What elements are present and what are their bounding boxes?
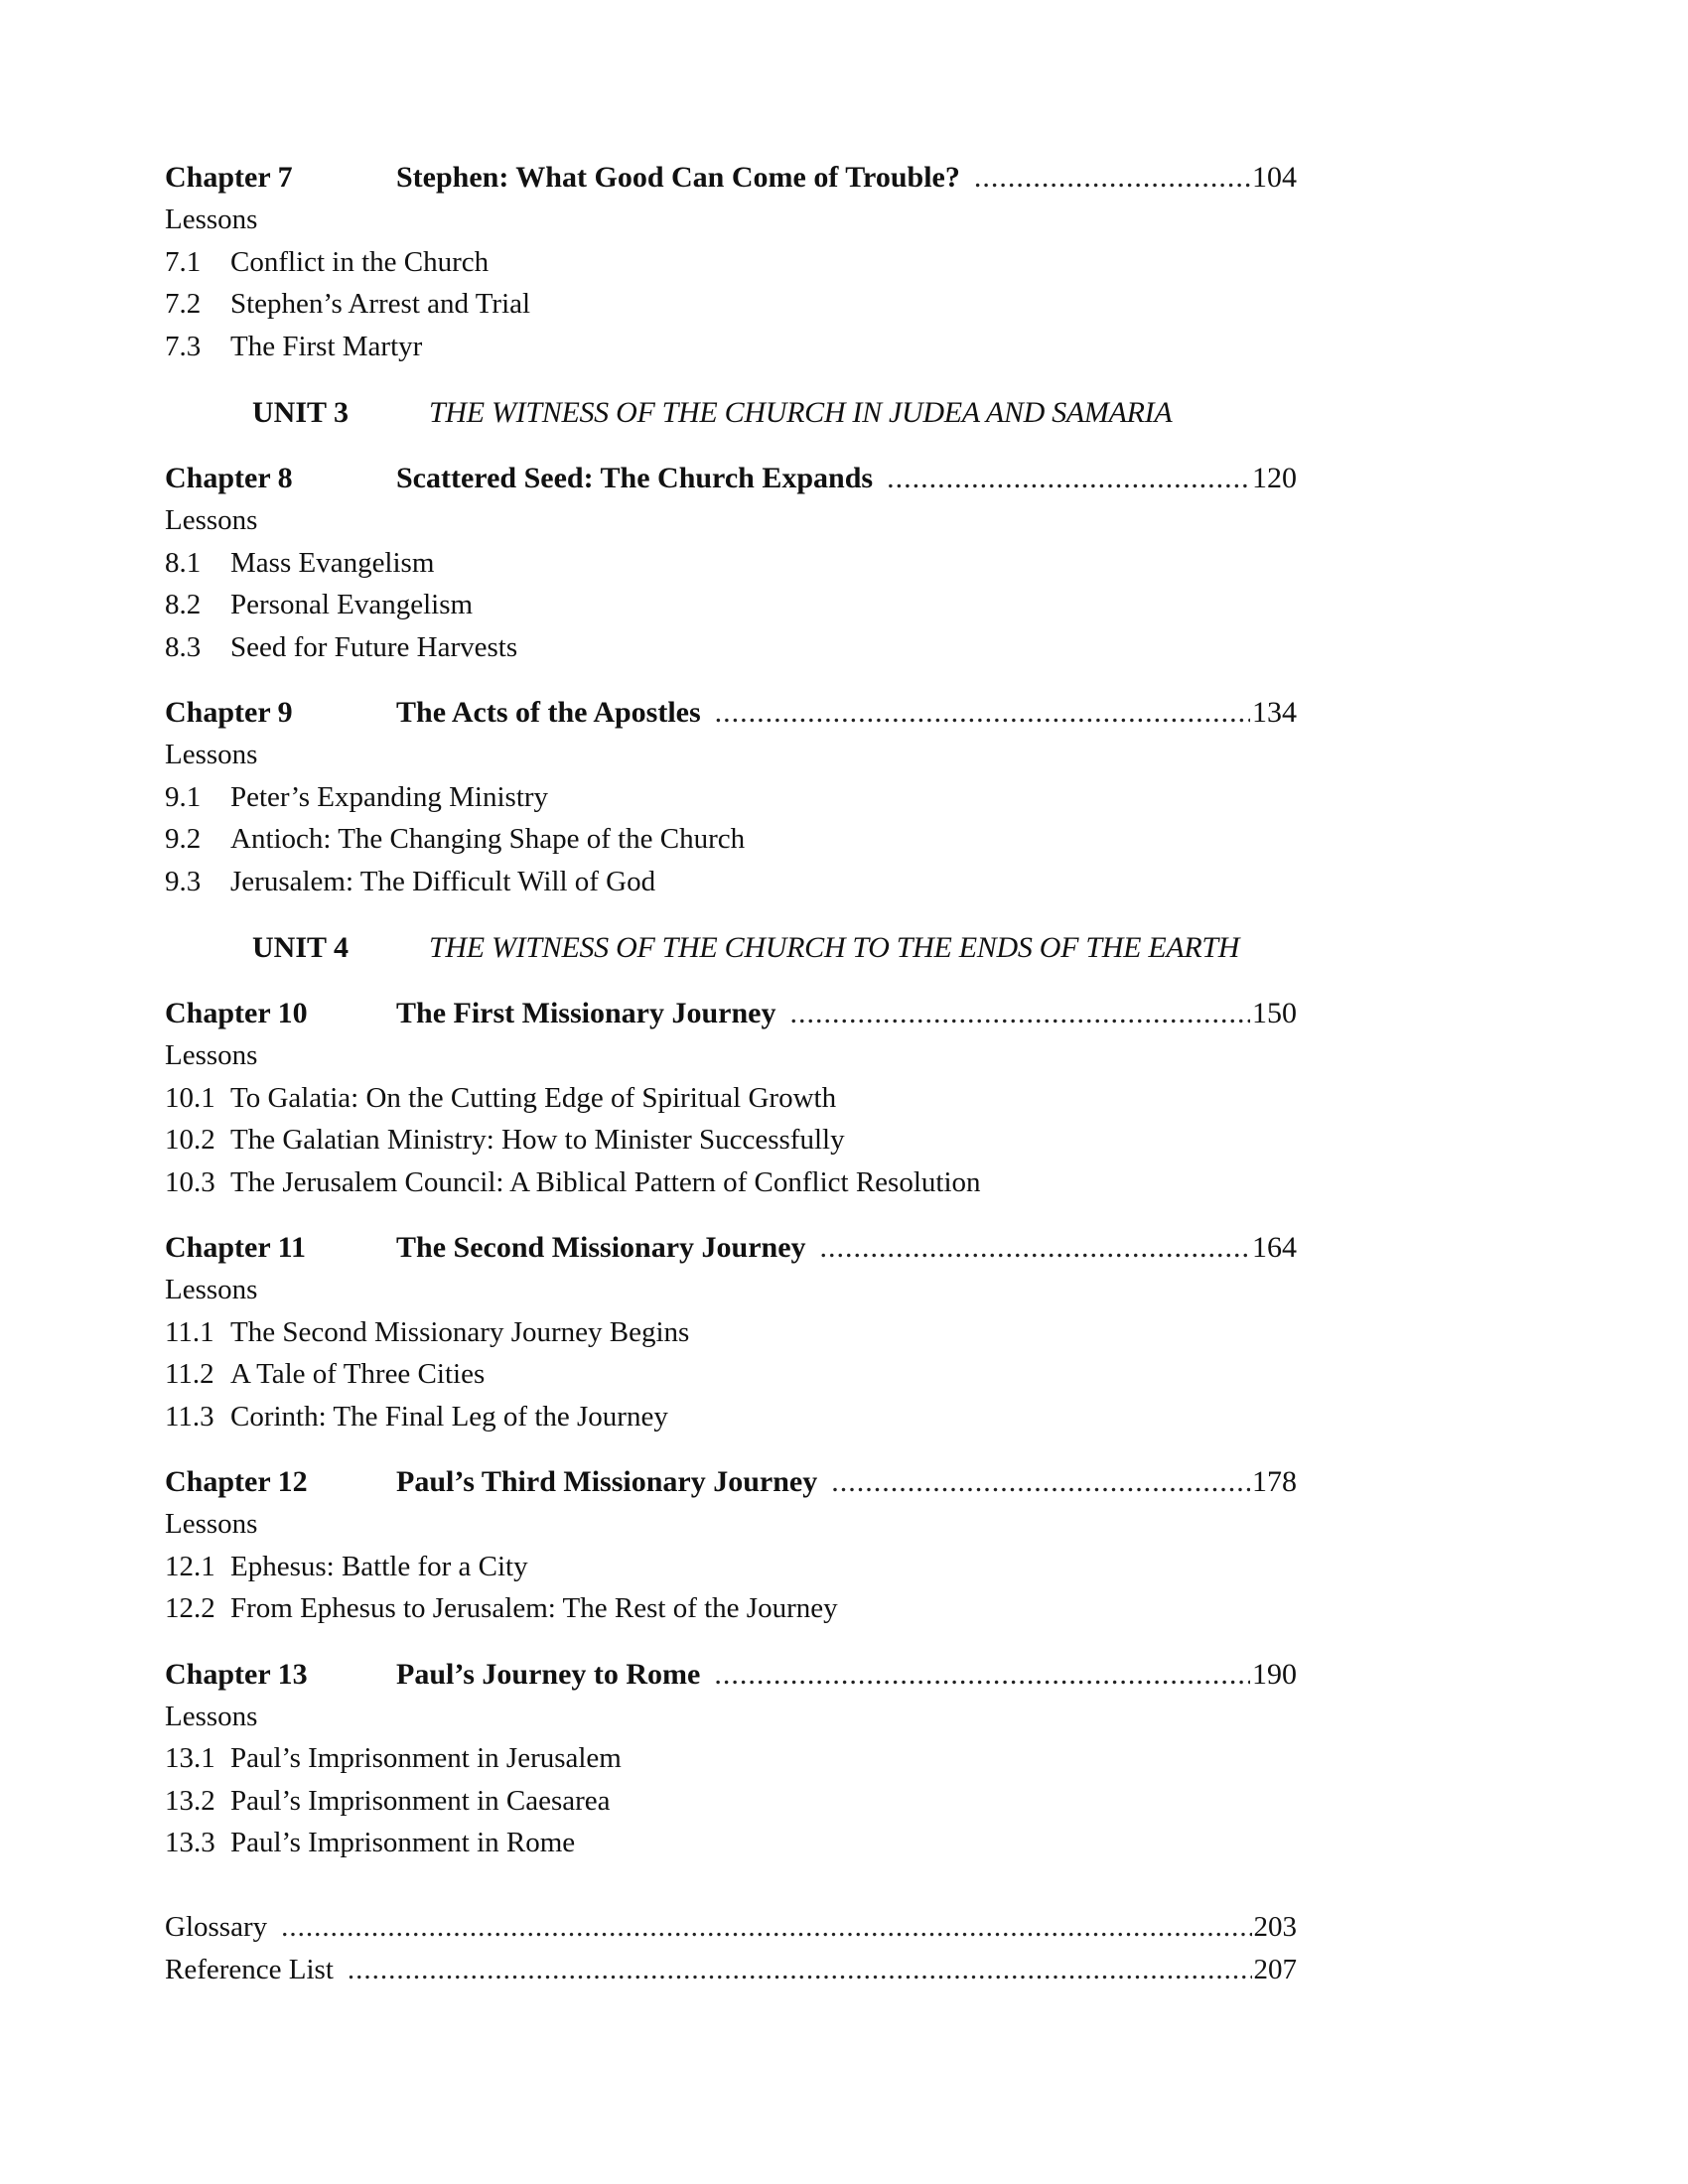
- chapter-entry: [165, 157, 1297, 367]
- back-matter-label: Glossary: [165, 1910, 268, 1943]
- chapter-heading[interactable]: [165, 692, 1297, 734]
- lessons-label: Lessons: [165, 739, 258, 770]
- lesson-title: Ephesus: Battle for a City: [230, 1550, 528, 1582]
- lesson-title: Seed for Future Harvests: [230, 630, 518, 663]
- lesson-title: The Galatian Ministry: How to Minister Successfully: [230, 1124, 845, 1156]
- lesson-title: The Second Missionary Journey Begins: [230, 1315, 690, 1348]
- spacer: [165, 1203, 1297, 1227]
- lesson-title: Jerusalem: The Difficult Will of God: [230, 865, 656, 897]
- lesson-title: Antioch: The Changing Shape of the Church: [230, 823, 746, 855]
- lessons-label: Lessons: [165, 1039, 258, 1071]
- dot-leader: [831, 1461, 1250, 1503]
- chapter-entry: [165, 1227, 1297, 1437]
- lessons-label: Lessons: [165, 1508, 258, 1540]
- lesson-item[interactable]: [165, 584, 1297, 626]
- lesson-number: 12.2: [165, 1592, 215, 1624]
- chapter-entry: [165, 458, 1297, 668]
- lesson-item[interactable]: [165, 283, 1297, 326]
- unit-label: UNIT 3: [252, 396, 349, 429]
- chapter-label: Chapter 9: [165, 696, 293, 729]
- lesson-item[interactable]: [165, 1546, 1297, 1588]
- lessons-label: Lessons: [165, 504, 258, 536]
- lesson-title: Paul’s Imprisonment in Rome: [230, 1827, 576, 1858]
- lesson-item[interactable]: [165, 1077, 1297, 1120]
- lesson-item[interactable]: [165, 818, 1297, 861]
- dot-leader: [974, 157, 1250, 199]
- lesson-item[interactable]: [165, 1396, 1297, 1438]
- lesson-number: 7.3: [165, 330, 202, 362]
- lesson-title: A Tale of Three Cities: [230, 1358, 486, 1390]
- chapter-label: Chapter 7: [165, 161, 293, 194]
- chapter-title: The First Missionary Journey: [396, 997, 776, 1029]
- lesson-title: The First Martyr: [230, 330, 423, 362]
- lesson-title: Mass Evangelism: [230, 546, 435, 579]
- chapter-entry: [165, 692, 1297, 902]
- chapter-title: Stephen: What Good Can Come of Trouble?: [396, 161, 960, 194]
- chapter-label: Chapter 11: [165, 1231, 306, 1264]
- lesson-number: 9.2: [165, 823, 202, 855]
- lesson-number: 13.1: [165, 1742, 215, 1774]
- lesson-item[interactable]: [165, 861, 1297, 903]
- lesson-number: 8.3: [165, 630, 202, 663]
- lesson-title: Conflict in the Church: [230, 245, 490, 278]
- lesson-number: 12.1: [165, 1550, 215, 1582]
- dot-leader: [790, 993, 1251, 1034]
- unit-heading: [165, 927, 1297, 969]
- lesson-number: 13.3: [165, 1827, 215, 1858]
- chapter-title: The Second Missionary Journey: [396, 1231, 806, 1264]
- lesson-number: 11.3: [165, 1400, 214, 1433]
- lesson-item[interactable]: [165, 1353, 1297, 1396]
- chapter-heading[interactable]: [165, 458, 1297, 499]
- lesson-number: 11.1: [165, 1315, 214, 1348]
- lesson-number: 10.1: [165, 1081, 215, 1114]
- lesson-title: To Galatia: On the Cutting Edge of Spiritual Growth: [230, 1081, 837, 1114]
- chapter-entry: [165, 993, 1297, 1203]
- chapter-label: Chapter 8: [165, 462, 293, 494]
- chapter-label: Chapter 10: [165, 997, 308, 1029]
- spacer: [165, 902, 1297, 927]
- back-matter-entry[interactable]: [165, 1949, 1297, 1991]
- lesson-number: 11.2: [165, 1358, 214, 1390]
- lesson-title: Peter’s Expanding Ministry: [230, 780, 549, 813]
- spacer: [165, 969, 1297, 993]
- lesson-title: From Ephesus to Jerusalem: The Rest of the Journey: [230, 1592, 838, 1624]
- table-of-contents: [165, 157, 1297, 1991]
- lesson-item[interactable]: [165, 542, 1297, 585]
- spacer: [165, 668, 1297, 692]
- lesson-title: The Jerusalem Council: A Biblical Pattern of Conflict Resolution: [230, 1165, 981, 1198]
- lesson-item[interactable]: [165, 1311, 1297, 1354]
- lesson-number: 10.3: [165, 1165, 215, 1198]
- chapter-entry: [165, 1461, 1297, 1630]
- unit-label: UNIT 4: [252, 931, 349, 964]
- lesson-number: 7.1: [165, 245, 202, 278]
- lesson-title: Paul’s Imprisonment in Caesarea: [230, 1784, 611, 1817]
- chapter-heading[interactable]: [165, 1461, 1297, 1503]
- page-number: 203: [1253, 1910, 1297, 1943]
- dot-leader: [887, 458, 1250, 499]
- dot-leader: [281, 1906, 1251, 1949]
- lesson-title: Stephen’s Arrest and Trial: [230, 288, 531, 320]
- spacer: [165, 434, 1297, 458]
- page-number: 150: [1252, 997, 1297, 1029]
- page-number: 104: [1252, 161, 1297, 194]
- lesson-number: 9.3: [165, 865, 202, 897]
- page-number: 207: [1253, 1953, 1297, 1985]
- lesson-item[interactable]: [165, 1119, 1297, 1161]
- chapter-title: Paul’s Third Missionary Journey: [396, 1465, 818, 1498]
- chapter-title: The Acts of the Apostles: [396, 696, 701, 729]
- lesson-number: 7.2: [165, 288, 202, 320]
- lesson-number: 8.2: [165, 589, 202, 620]
- chapter-label: Chapter 12: [165, 1465, 308, 1498]
- lesson-item[interactable]: [165, 1737, 1297, 1780]
- chapter-heading[interactable]: [165, 993, 1297, 1034]
- chapter-title: Scattered Seed: The Church Expands: [396, 462, 874, 494]
- page-number: 178: [1252, 1465, 1297, 1498]
- spacer: [165, 367, 1297, 392]
- unit-title: THE WITNESS OF THE CHURCH TO THE ENDS OF THE EARTH: [429, 931, 1240, 964]
- spacer: [165, 1864, 1297, 1906]
- chapter-heading[interactable]: [165, 1227, 1297, 1269]
- lesson-item[interactable]: [165, 1780, 1297, 1823]
- lesson-title: Paul’s Imprisonment in Jerusalem: [230, 1742, 622, 1774]
- lessons-label: Lessons: [165, 1274, 258, 1305]
- lesson-item[interactable]: [165, 626, 1297, 669]
- lesson-item[interactable]: [165, 1587, 1297, 1630]
- lesson-item[interactable]: [165, 1822, 1297, 1864]
- chapter-heading[interactable]: [165, 1654, 1297, 1696]
- page-number: 120: [1252, 462, 1297, 494]
- chapter-label: Chapter 13: [165, 1657, 308, 1691]
- chapter-entry: [165, 1654, 1297, 1864]
- lesson-title: Corinth: The Final Leg of the Journey: [230, 1400, 668, 1433]
- unit-heading: [165, 392, 1297, 434]
- lesson-number: 10.2: [165, 1124, 215, 1156]
- page-number: 164: [1252, 1231, 1297, 1264]
- spacer: [165, 1630, 1297, 1654]
- lesson-number: 8.1: [165, 546, 202, 579]
- lesson-item[interactable]: [165, 326, 1297, 368]
- lesson-number: 13.2: [165, 1784, 215, 1817]
- dot-leader: [714, 1654, 1250, 1696]
- lesson-item[interactable]: [165, 776, 1297, 819]
- spacer: [165, 1437, 1297, 1461]
- lesson-item[interactable]: [165, 1161, 1297, 1204]
- chapter-heading[interactable]: [165, 157, 1297, 199]
- back-matter-label: Reference List: [165, 1953, 334, 1985]
- lessons-label: Lessons: [165, 204, 258, 235]
- page-number: 134: [1252, 696, 1297, 729]
- lesson-number: 9.1: [165, 780, 202, 813]
- back-matter-entry[interactable]: [165, 1906, 1297, 1949]
- dot-leader: [715, 692, 1250, 734]
- lessons-label: Lessons: [165, 1700, 258, 1732]
- page-number: 190: [1252, 1657, 1297, 1691]
- unit-title: THE WITNESS OF THE CHURCH IN JUDEA AND SAMARIA: [429, 396, 1173, 429]
- lesson-title: Personal Evangelism: [230, 589, 474, 620]
- dot-leader: [820, 1227, 1250, 1269]
- lesson-item[interactable]: [165, 241, 1297, 284]
- dot-leader: [348, 1949, 1252, 1991]
- chapter-title: Paul’s Journey to Rome: [396, 1657, 701, 1691]
